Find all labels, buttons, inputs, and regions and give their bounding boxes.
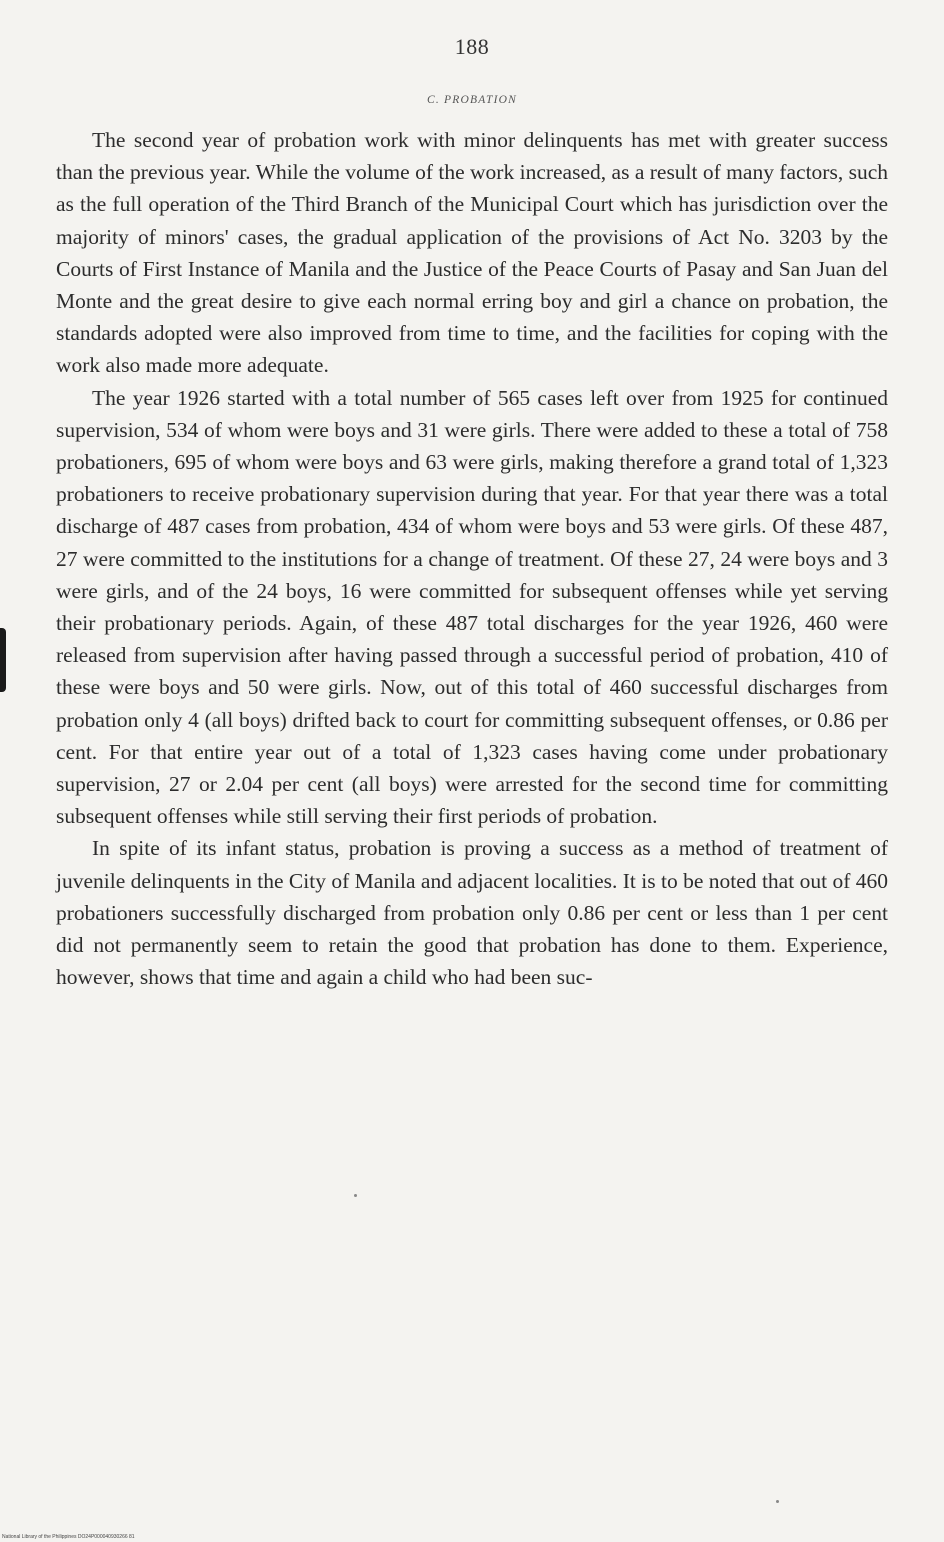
paper-speck bbox=[354, 1194, 357, 1197]
paper-speck bbox=[776, 1500, 779, 1503]
paragraph-3: In spite of its infant status, probation is proving a success as a method of treatment of juvenile delinquents in the City of Manila and adjacent localities. It is to be noted that out of 460 probationers successfully discharged from probation only 0.86 per cent or less than 1 per cent did not permanently seem to retain the good that probation has done to them. Experience, however, shows that time and again a child who had been suc- bbox=[56, 836, 888, 990]
section-heading: C. PROBATION bbox=[427, 94, 517, 106]
paragraph-1: The second year of probation work with minor delinquents has met with greater success than the previous year. While the volume of the work increased, as a result of many factors, such as the full operation of the Third Branch of the Municipal Court which has jurisdiction over the majority of minors' cases, the gradual application of the provisions of Act No. 3203 by the Courts of First Instance of Manila and the Justice of the Peace Courts of Pasay and San Juan del Monte and the great desire to give each normal erring boy and girl a chance on probation, the standards adopted were also improved from time to time, and the facilities for coping with the work also made more adequate. bbox=[56, 128, 888, 378]
paragraph-2: The year 1926 started with a total number of 565 cases left over from 1925 for continued supervision, 534 of whom were boys and 31 were girls. There were added to these a total of 758 probationers, 695 of whom were boys and 63 were girls, making therefore a grand total of 1,323 probationers to receive probationary supervision during that year. For that year there was a total discharge of 487 cases from probation, 434 of whom were boys and 53 were girls. Of these 487, 27 were committed to the institutions for a change of treatment. Of these 27, 24 were boys and 3 were girls, and of the 24 boys, 16 were committed for subsequent offenses while yet serving their probationary periods. Again, of these 487 total discharges for the year 1926, 460 were released from supervision after having passed through a successful period of probation, 410 of these were boys and 50 were girls. Now, out of this total of 460 successful discharges from probation only 4 (all boys) drifted back to court for committing subsequent offenses, or 0.86 per cent. For that entire year out of a total of 1,323 cases having come under probationary supervision, 27 or 2.04 per cent (all boys) were arrested for the second time for committing subsequent offenses while still serving their first periods of probation. bbox=[56, 385, 888, 829]
scan-credit: National Library of the Philippines DO24P000040930266 81 bbox=[2, 1534, 135, 1540]
body-text bbox=[56, 124, 888, 993]
margin-ink-mark bbox=[0, 628, 6, 692]
page-number: 188 bbox=[454, 34, 490, 59]
